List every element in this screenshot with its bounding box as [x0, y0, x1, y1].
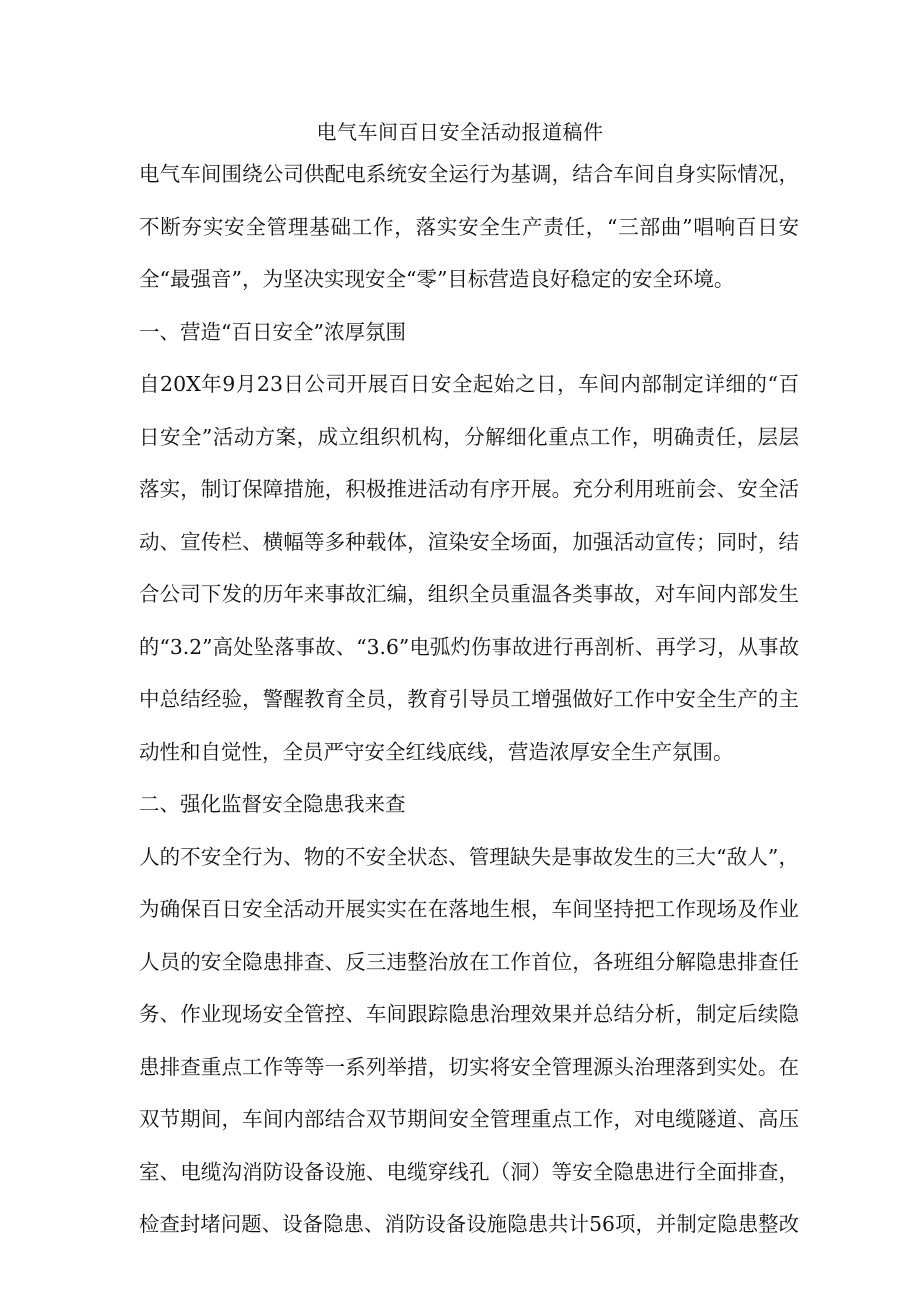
- text-line: 中总结经验，警醒教育全员，教育引导员工增强做好工作中安全生产的主: [139, 687, 799, 711]
- text-line: 检查封堵问题、设备隐患、消防设备设施隐患共计56项，并制定隐患整改: [139, 1212, 799, 1236]
- text-line: 不断夯实安全管理基础工作，落实安全生产责任，“三部曲”唱响百日安: [139, 214, 799, 239]
- text-line: 落实，制订保障措施，积极推进活动有序开展。充分利用班前会、安全活: [139, 477, 799, 501]
- document-body: [139, 148, 799, 1251]
- text-line: 人的不安全行为、物的不安全状态、管理缺失是事故发生的三大“敌人”，: [139, 844, 799, 869]
- text-line: 自20X年9月23日公司开展百日安全起始之日，车间内部制定详细的“百: [139, 372, 799, 396]
- text-line: 动性和自觉性，全员严守安全红线底线，营造浓厚安全生产氛围。: [139, 739, 734, 764]
- text-line: 动、宣传栏、横幅等多种载体，渲染安全场面，加强活动宣传；同时，结: [139, 529, 799, 554]
- document-title: 电气车间百日安全活动报道稿件: [316, 120, 604, 144]
- text-line: 的“3.2”高处坠落事故、“3.6”电弧灼伤事故进行再剖析、再学习，从事故: [139, 634, 799, 659]
- text-line: 室、电缆沟消防设备设施、电缆穿线孔（洞）等安全隐患进行全面排查，: [139, 1159, 799, 1184]
- text-line: 全“最强音”，为坚决实现安全“零”目标营造良好稳定的安全环境。: [139, 267, 735, 291]
- text-line: 二、强化监督安全隐患我来查: [139, 792, 406, 816]
- text-line: 日安全”活动方案，成立组织机构，分解细化重点工作，明确责任，层层: [139, 424, 799, 449]
- text-line: 一、营造“百日安全”浓厚氛围: [139, 319, 406, 344]
- text-line: 为确保百日安全活动开展实实在在落地生根，车间坚持把工作现场及作业: [139, 897, 799, 921]
- text-line: 患排查重点工作等等一系列举措，切实将安全管理源头治理落到实处。在: [139, 1054, 799, 1079]
- text-line: 务、作业现场安全管控、车间跟踪隐患治理效果并总结分析，制定后续隐: [139, 1002, 799, 1026]
- text-line: 电气车间围绕公司供配电系统安全运行为基调，结合车间自身实际情况，: [139, 162, 799, 186]
- text-line: 双节期间，车间内部结合双节期间安全管理重点工作，对电缆隧道、高压: [139, 1107, 799, 1131]
- text-line: 合公司下发的历年来事故汇编，组织全员重温各类事故，对车间内部发生: [139, 582, 799, 606]
- text-line: 人员的安全隐患排查、反三违整治放在工作首位，各班组分解隐患排查任: [139, 949, 799, 974]
